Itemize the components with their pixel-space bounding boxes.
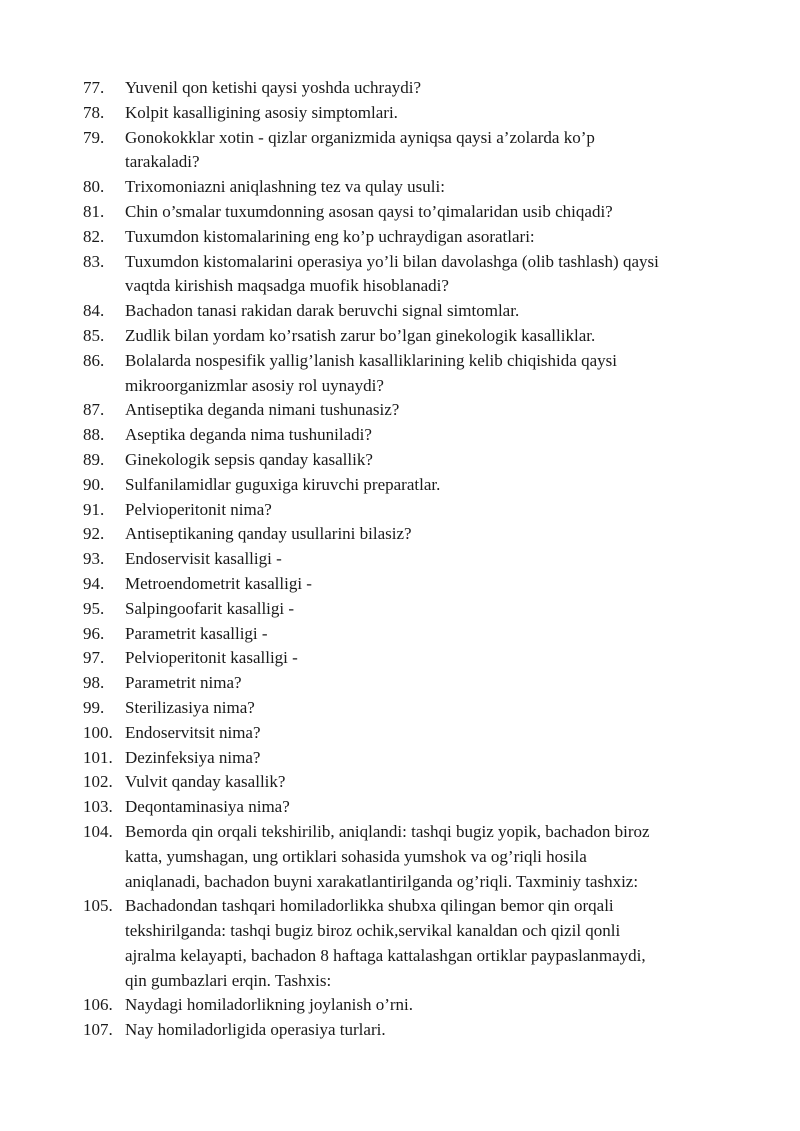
question-text: Kolpit kasalligining asosiy simptomlari. <box>125 102 398 122</box>
question-number: 103. <box>83 797 113 817</box>
question-item <box>83 795 723 820</box>
question-text: Salpingoofarit kasalligi - <box>125 598 295 618</box>
question-text: Zudlik bilan yordam ko’rsatish zarur bo’lgan ginekologik kasalliklar. <box>125 325 596 345</box>
question-number: 83. <box>83 251 105 271</box>
question-number: 104. <box>83 821 113 841</box>
question-text: Endoservisit kasalligi - <box>125 549 282 569</box>
question-item <box>83 671 723 696</box>
question-item <box>83 101 723 126</box>
question-item <box>83 76 723 101</box>
question-number: 98. <box>83 673 105 693</box>
question-number: 93. <box>83 549 105 569</box>
question-text: Endoservitsit nima? <box>125 722 261 742</box>
question-number: 97. <box>83 648 105 668</box>
question-text: Dezinfeksiya nima? <box>125 747 261 767</box>
question-text: Parametrit kasalligi - <box>125 623 268 643</box>
question-item <box>83 993 723 1018</box>
question-text: Sulfanilamidlar guguxiga kiruvchi preparatlar. <box>125 474 441 494</box>
question-number: 85. <box>83 325 105 345</box>
question-item <box>83 820 723 894</box>
question-item <box>83 200 723 225</box>
question-text: Bachadondan tashqari homiladorlikka shubxa qilingan bemor qin orqali tekshirilganda: tashqi bugiz biroz ochik,servikal kanaldan och qizil qonli ajralma kelayapti, bachadon 8 haftaga kattalashgan ortiklar paypaslanmaydi, qin gumbazlari erqin. Tashxis: <box>125 896 646 990</box>
question-item <box>83 770 723 795</box>
question-number: 79. <box>83 127 105 147</box>
question-text: Parametrit nima? <box>125 673 242 693</box>
question-text: Antiseptikaning qanday usullarini bilasiz? <box>125 524 412 544</box>
question-text: Antiseptika deganda nimani tushunasiz? <box>125 400 400 420</box>
question-item <box>83 597 723 622</box>
question-text: Tuxumdon kistomalarining eng ko’p uchraydigan asoratlari: <box>125 226 535 246</box>
question-item <box>83 894 723 993</box>
question-item <box>83 498 723 523</box>
question-item <box>83 473 723 498</box>
question-item <box>83 175 723 200</box>
question-item <box>83 225 723 250</box>
question-number: 95. <box>83 598 105 618</box>
question-number: 78. <box>83 102 105 122</box>
question-text: Nay homiladorligida operasiya turlari. <box>125 1020 386 1040</box>
question-text: Tuxumdon kistomalarini operasiya yo’li bilan davolashga (olib tashlash) qaysi vaqtda kirishish maqsadga muofik hisoblanadi? <box>125 251 659 296</box>
question-item <box>83 423 723 448</box>
question-text: Deqontaminasiya nima? <box>125 797 290 817</box>
question-number: 107. <box>83 1020 113 1040</box>
question-item <box>83 250 723 300</box>
question-item <box>83 696 723 721</box>
question-item <box>83 299 723 324</box>
question-number: 82. <box>83 226 105 246</box>
question-number: 99. <box>83 697 105 717</box>
question-text: Trixomoniazni aniqlashning tez va qulay usuli: <box>125 177 445 197</box>
question-item <box>83 572 723 597</box>
question-number: 90. <box>83 474 105 494</box>
question-number: 106. <box>83 995 113 1015</box>
question-number: 91. <box>83 499 105 519</box>
question-number: 84. <box>83 301 105 321</box>
question-item <box>83 349 723 399</box>
question-number: 100. <box>83 722 113 742</box>
question-list <box>83 76 723 1043</box>
question-item <box>83 522 723 547</box>
question-text: Bolalarda nospesifik yallig’lanish kasalliklarining kelib chiqishida qaysi mikroorganizmlar asosiy rol uynaydi? <box>125 350 617 395</box>
question-number: 92. <box>83 524 105 544</box>
question-number: 94. <box>83 573 105 593</box>
question-item <box>83 448 723 473</box>
question-text: Ginekologik sepsis qanday kasallik? <box>125 449 373 469</box>
question-item <box>83 721 723 746</box>
question-text: Pelvioperitonit kasalligi - <box>125 648 298 668</box>
question-number: 89. <box>83 449 105 469</box>
question-item <box>83 622 723 647</box>
question-item <box>83 324 723 349</box>
question-text: Vulvit qanday kasallik? <box>125 772 286 792</box>
question-number: 101. <box>83 747 113 767</box>
question-item <box>83 746 723 771</box>
question-item <box>83 126 723 176</box>
question-item <box>83 398 723 423</box>
question-number: 105. <box>83 896 113 916</box>
question-text: Yuvenil qon ketishi qaysi yoshda uchraydi? <box>125 78 422 97</box>
question-text: Sterilizasiya nima? <box>125 697 255 717</box>
question-item <box>83 547 723 572</box>
question-text: Metroendometrit kasalligi - <box>125 573 312 593</box>
question-number: 96. <box>83 623 105 643</box>
question-number: 86. <box>83 350 105 370</box>
question-number: 102. <box>83 772 113 792</box>
question-text: Bemorda qin orqali tekshirilib, aniqlandi: tashqi bugiz yopik, bachadon biroz katta, yumshagan, ung ortiklari sohasida yumshok va og’riqli hosila aniqlanadi, bachadon buyni xarakatlantirilganda og’riqli. Taxminiy tashxiz: <box>125 821 650 891</box>
question-text: Pelvioperitonit nima? <box>125 499 272 519</box>
question-number: 80. <box>83 177 105 197</box>
question-item <box>83 1018 723 1043</box>
question-text: Gonokokklar xotin - qizlar organizmida ayniqsa qaysi a’zolarda ko’p tarakaladi? <box>125 127 595 172</box>
question-text: Naydagi homiladorlikning joylanish o’rni. <box>125 995 414 1015</box>
question-number: 81. <box>83 201 105 221</box>
question-text: Aseptika deganda nima tushuniladi? <box>125 425 372 445</box>
question-number: 88. <box>83 425 105 445</box>
question-number: 77. <box>83 78 105 97</box>
question-number: 87. <box>83 400 105 420</box>
question-item <box>83 646 723 671</box>
question-text: Chin o’smalar tuxumdonning asosan qaysi to’qimalaridan usib chiqadi? <box>125 201 613 221</box>
question-text: Bachadon tanasi rakidan darak beruvchi signal simtomlar. <box>125 301 520 321</box>
